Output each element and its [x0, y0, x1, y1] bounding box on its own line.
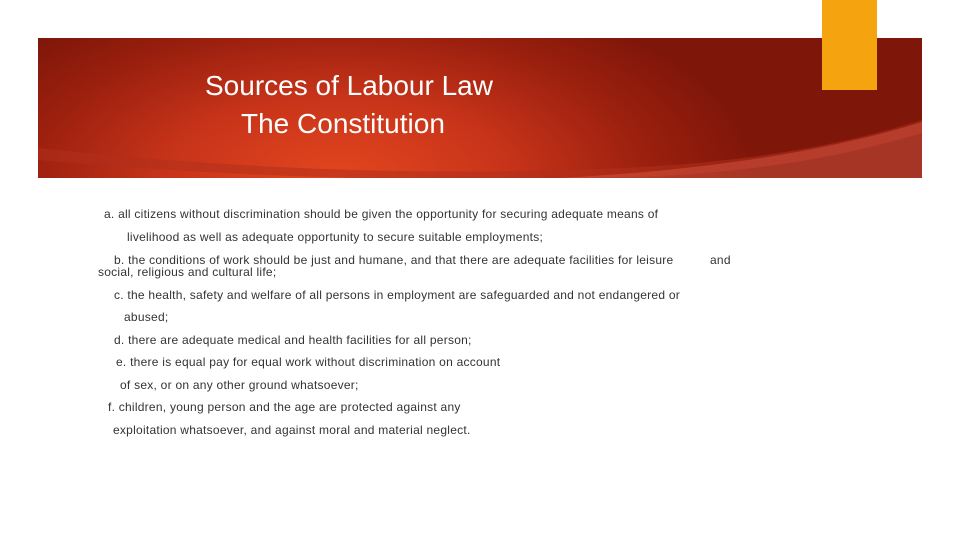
clause-e-line-1: e. there is equal pay for equal work without discrimination on account: [116, 355, 501, 369]
clause-a-line-1: a. all citizens without discrimination should be given the opportunity for securing adequate means of: [104, 207, 659, 221]
clause-b-line-1: b. the conditions of work should be just and humane, and that there are adequate facilities for leisure: [114, 253, 674, 267]
clause-b-and: and: [710, 253, 731, 267]
slide-title-line-1: Sources of Labour Law: [205, 70, 493, 101]
banner-curve-decoration: [38, 38, 922, 178]
title-banner: [38, 38, 922, 178]
clause-f-line-2: exploitation whatsoever, and against moral and material neglect.: [113, 423, 471, 437]
clause-c-line-2: abused;: [124, 310, 169, 324]
clause-f-line-1: f. children, young person and the age are protected against any: [108, 400, 461, 414]
clause-d-line-1: d. there are adequate medical and health facilities for all person;: [114, 333, 472, 347]
clause-e-line-2: of sex, or on any other ground whatsoever;: [120, 378, 359, 392]
accent-bar: [822, 0, 877, 90]
clause-b-line-2: social, religious and cultural life;: [98, 265, 277, 279]
slide-title-line-2: The Constitution: [241, 108, 445, 139]
clause-a-line-2: livelihood as well as adequate opportunity to secure suitable employments;: [127, 230, 544, 244]
clause-c-line-1: c. the health, safety and welfare of all persons in employment are safeguarded and not endangered or: [114, 288, 681, 302]
